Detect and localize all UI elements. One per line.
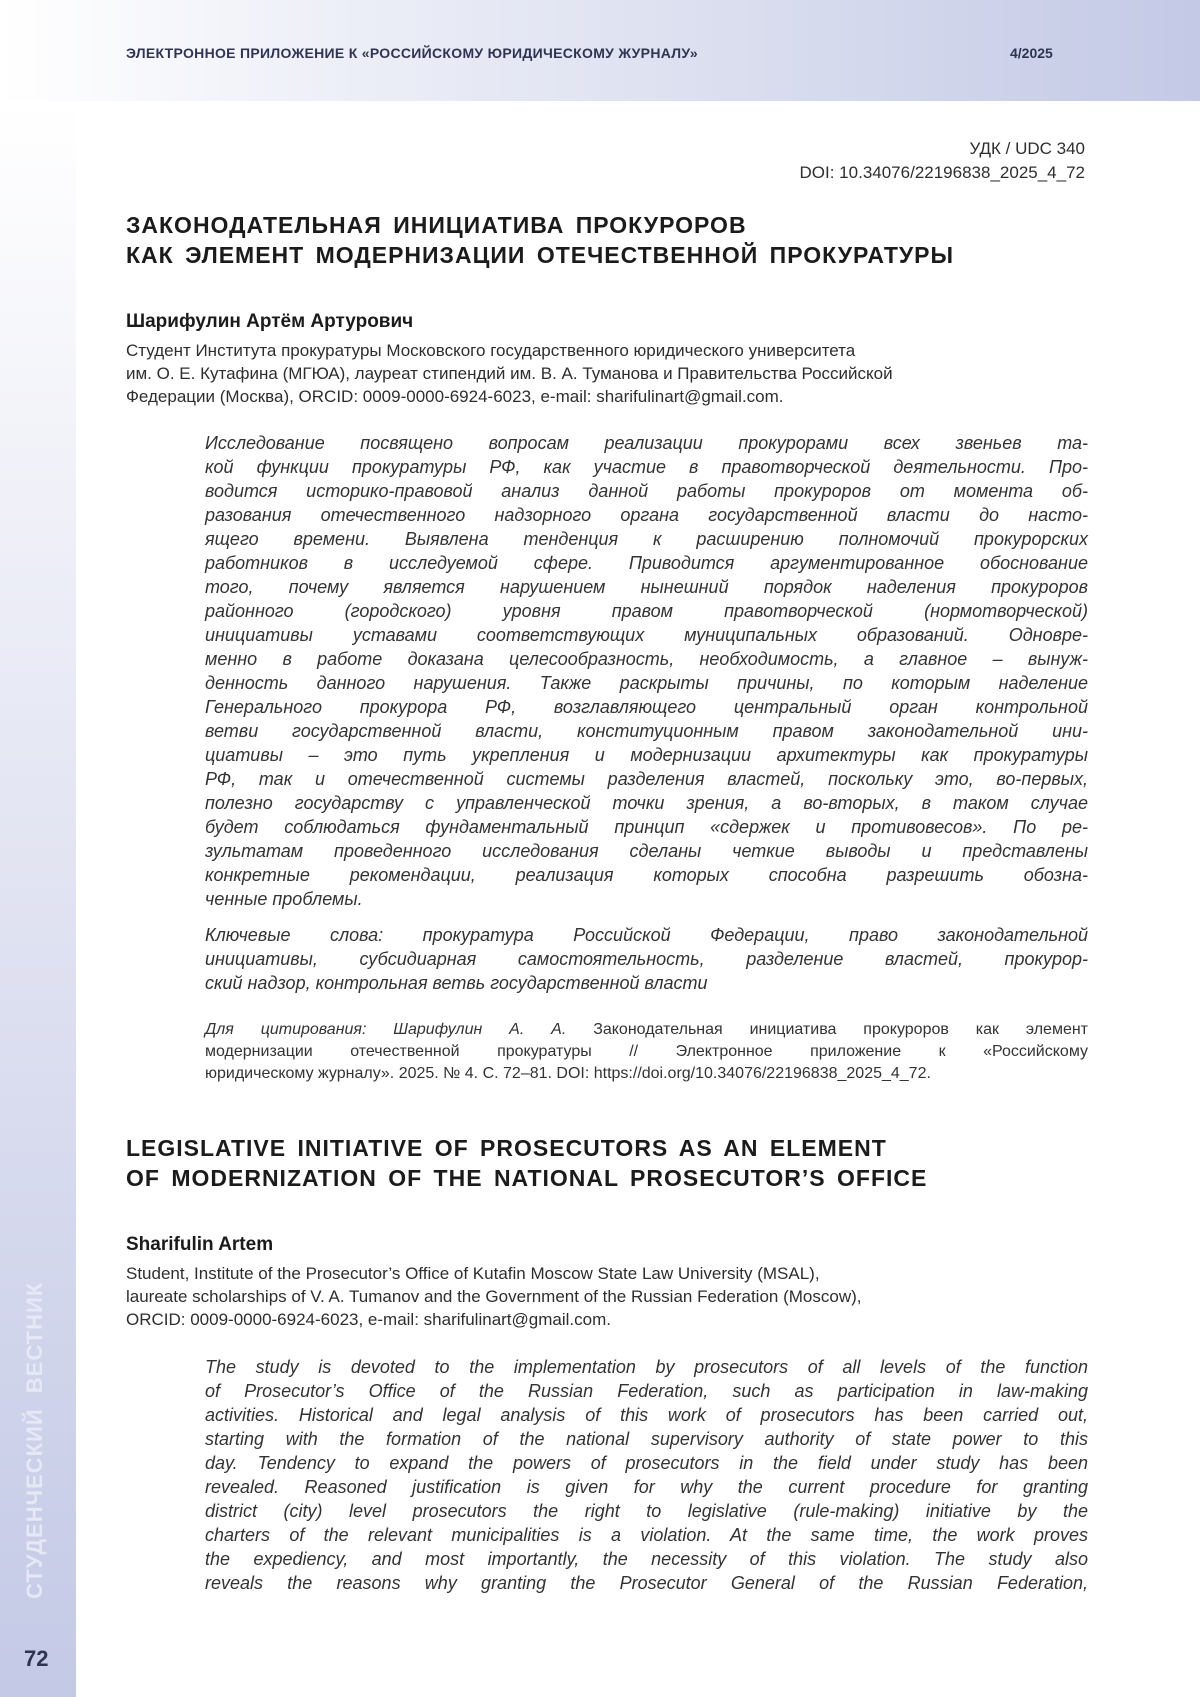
text-line: district (city) level prosecutors the right to legislative (rule-making) initiative by the <box>205 1501 1088 1521</box>
text-line: водится историко-правовой анализ данной работы прокуроров от момента об- <box>205 481 1088 501</box>
doi: DOI: 10.34076/22196838_2025_4_72 <box>799 163 1085 182</box>
journal-name: ЭЛЕКТРОННОЕ ПРИЛОЖЕНИЕ К «РОССИЙСКОМУ ЮРИДИЧЕСКОМУ ЖУРНАЛУ» <box>126 45 698 61</box>
ru-title <box>126 210 954 270</box>
ru-keywords <box>205 923 1088 995</box>
text-line: charters of the relevant municipalities is a violation. At the same time, the work proves <box>205 1525 1088 1545</box>
text-line: the expediency, and most importantly, the necessity of this violation. The study also <box>205 1549 1088 1569</box>
citation-label: Для цитирования: Шарифулин А. А. <box>205 1021 567 1038</box>
en-title <box>126 1133 927 1193</box>
en-affiliation <box>126 1262 861 1331</box>
text-line: будет соблюдаться фундаментальный принцип «сдержек и противовесов». По ре- <box>205 817 1088 837</box>
citation <box>205 1019 1088 1085</box>
text-line: районного (городского) уровня правом правотворческой (нормотворческой) <box>205 601 1088 621</box>
affiliation-line: Student, Institute of the Prosecutor’s Office of Kutafin Moscow State Law University (MSAL), <box>126 1264 820 1283</box>
title-line: КАК ЭЛЕМЕНТ МОДЕРНИЗАЦИИ ОТЕЧЕСТВЕННОЙ ПРОКУРАТУРЫ <box>126 242 955 268</box>
en-author-name: Sharifulin Artem <box>126 1234 274 1255</box>
affiliation-line: laureate scholarships of V. A. Tumanov and the Government of the Russian Federation (Moscow), <box>126 1287 862 1306</box>
text-line: инициативы, субсидиарная самостоятельность, разделение властей, прокурор- <box>205 949 1088 969</box>
en-abstract <box>205 1355 1088 1595</box>
text-line: циативы – это путь укрепления и модернизации архитектуры как прокуратуры <box>205 745 1088 765</box>
udk: УДК / UDC 340 <box>969 139 1085 158</box>
text-line: ский надзор, контрольная ветвь государственной власти <box>205 973 708 993</box>
text-line: starting with the formation of the national supervisory authority of state power to this <box>205 1429 1088 1449</box>
citation-line: юридическому журналу». 2025. № 4. С. 72–81. DOI: https://doi.org/10.34076/22196838_2025_4_72. <box>205 1065 931 1082</box>
title-line: OF MODERNIZATION OF THE NATIONAL PROSECUTOR’S OFFICE <box>126 1165 928 1191</box>
title-line: LEGISLATIVE INITIATIVE OF PROSECUTORS AS AN ELEMENT <box>126 1135 887 1161</box>
text-line: ченные проблемы. <box>205 889 363 909</box>
text-line: конкретные рекомендации, реализация которых способна разрешить обозна- <box>205 865 1088 885</box>
text-line: инициативы уставами соответствующих муниципальных образований. Одновре- <box>205 625 1088 645</box>
text-line: activities. Historical and legal analysis of this work of prosecutors has been carried out, <box>205 1405 1088 1425</box>
title-line: ЗАКОНОДАТЕЛЬНАЯ ИНИЦИАТИВА ПРОКУРОРОВ <box>126 212 747 238</box>
rubric-label: СТУДЕНЧЕСКИЙ ВЕСТНИК <box>22 1281 47 1599</box>
text-line: разования отечественного надзорного органа государственной власти до насто- <box>205 505 1088 525</box>
text-line: day. Tendency to expand the powers of prosecutors in the field under study has been <box>205 1453 1088 1473</box>
udk-doi <box>800 137 1085 185</box>
text-line: того, почему является нарушением нынешний порядок наделения прокуроров <box>205 577 1088 597</box>
issue-number: 4/2025 <box>1010 45 1053 61</box>
citation-line <box>205 1019 1088 1041</box>
affiliation-line: ORCID: 0009-0000-6924-6023, e-mail: sharifulinart@gmail.com. <box>126 1310 611 1329</box>
text-line: кой функции прокуратуры РФ, как участие в правотворческой деятельности. Про- <box>205 457 1088 477</box>
affiliation-line: Федерации (Москва), ORCID: 0009-0000-6924-6023, e-mail: sharifulinart@gmail.com. <box>126 387 784 406</box>
text-line: зультатам проведенного исследования сделаны четкие выводы и представлены <box>205 841 1088 861</box>
running-header <box>0 0 1200 101</box>
citation-line: модернизации отечественной прокуратуры // Электронное приложение к «Российскому <box>205 1043 1088 1060</box>
text-line: Ключевые слова: прокуратура Российской Федерации, право законодательной <box>205 925 1088 945</box>
text-line: менно в работе доказана целесообразность, необходимость, а главное – вынуж- <box>205 649 1088 669</box>
text-line: Генерального прокурора РФ, возглавляющего центральный орган контрольной <box>205 697 1088 717</box>
text-line: The study is devoted to the implementation by prosecutors of all levels of the function <box>205 1357 1088 1377</box>
text-line: of Prosecutor’s Office of the Russian Federation, such as participation in law-making <box>205 1381 1088 1401</box>
text-line: reveals the reasons why granting the Prosecutor General of the Russian Federation, <box>205 1573 1088 1593</box>
side-band <box>0 101 76 1697</box>
text-line: работников в исследуемой сфере. Приводится аргументированное обоснование <box>205 553 1088 573</box>
page-number: 72 <box>24 1646 49 1671</box>
ru-abstract <box>205 431 1088 911</box>
citation-text: Законодательная инициатива прокуроров как элемент <box>566 1021 1089 1038</box>
text-line: revealed. Reasoned justification is given for why the current procedure for granting <box>205 1477 1088 1497</box>
text-line: полезно государству с управленческой точки зрения, а во-вторых, в таком случае <box>205 793 1088 813</box>
affiliation-line: Студент Института прокуратуры Московского государственного юридического университета <box>126 341 856 360</box>
text-line: ветви государственной власти, конституционным правом законодательной ини- <box>205 721 1088 741</box>
text-line: ящего времени. Выявлена тенденция к расширению полномочий прокурорских <box>205 529 1088 549</box>
text-line: денность данного нарушения. Также раскрыты причины, по которым наделение <box>205 673 1088 693</box>
text-line: Исследование посвящено вопросам реализации прокурорами всех звеньев та- <box>205 433 1088 453</box>
ru-author-name: Шарифулин Артём Артурович <box>126 311 414 332</box>
affiliation-line: им. О. Е. Кутафина (МГЮА), лауреат стипендий им. В. А. Туманова и Правительства Российской <box>126 364 893 383</box>
text-line: РФ, так и отечественной системы разделения властей, поскольку это, во-первых, <box>205 769 1088 789</box>
ru-affiliation <box>126 339 893 408</box>
